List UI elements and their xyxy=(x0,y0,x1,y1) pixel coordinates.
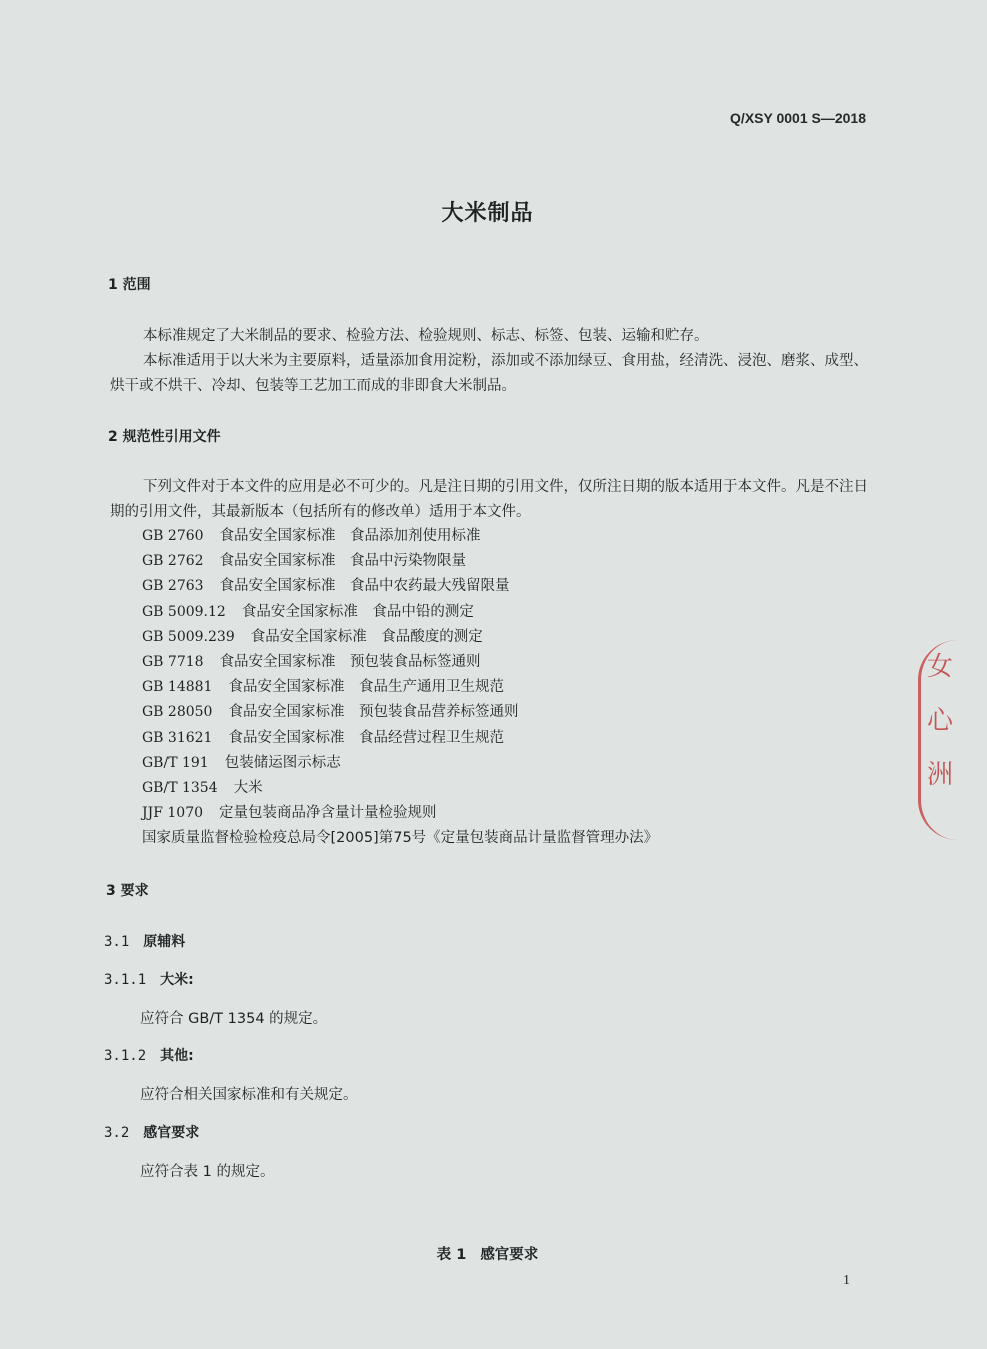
reference-title: 包装储运图示标志 xyxy=(224,754,341,771)
reference-item xyxy=(142,524,658,549)
reference-title: 食品安全国家标准 食品添加剂使用标准 xyxy=(219,528,481,544)
reference-code: JJF 1070 xyxy=(142,805,204,822)
section-number: 3.2 xyxy=(104,1125,130,1141)
reference-title: 大米 xyxy=(233,779,263,796)
reference-item xyxy=(142,700,658,725)
reference-item xyxy=(142,675,658,700)
reference-code: GB 7718 xyxy=(142,653,204,670)
section-3-2-text: 应符合表 1 的规定。 xyxy=(140,1164,275,1180)
section-2-intro: 下列文件对于本文件的应用是必不可少的。凡是注日期的引用文件，仅所注日期的版本适用于本文件。凡是不注日期的引用文件，其最新版本（包括所有的修改单）适用于本文件。 xyxy=(110,479,868,520)
reference-code: GB 2763 xyxy=(142,578,204,595)
reference-item xyxy=(142,726,658,751)
reference-code: GB/T 191 xyxy=(142,754,209,771)
reference-item xyxy=(142,776,658,801)
stamp-char: 女 xyxy=(927,652,954,682)
reference-item xyxy=(142,751,658,776)
reference-title: 食品安全国家标准 预包装食品营养标签通则 xyxy=(228,704,519,721)
reference-title: 食品安全国家标准 食品中污染物限量 xyxy=(219,553,467,570)
reference-item xyxy=(142,650,658,675)
section-number: 3.1.1 xyxy=(104,972,147,988)
section-2-heading: 2 规范性引用文件 xyxy=(108,429,221,445)
reference-code: GB 31621 xyxy=(142,729,213,746)
document-title: 大米制品 xyxy=(441,201,534,226)
reference-code: GB 2762 xyxy=(142,553,204,570)
section-1-para-1: 本标准规定了大米制品的要求、检验方法、检验规则、标志、标签、包装、运输和贮存。 xyxy=(143,328,709,344)
section-label: 原辅料 xyxy=(143,934,186,950)
section-label: 大米: xyxy=(160,972,194,988)
stamp-char: 洲 xyxy=(927,760,954,790)
page-number: 1 xyxy=(843,1273,850,1288)
section-number: 3.1.2 xyxy=(104,1048,147,1064)
table-number: 表 1 xyxy=(436,1247,467,1263)
section-3-heading: 3 要求 xyxy=(106,883,149,899)
reference-code: GB 14881 xyxy=(142,679,213,696)
reference-code: GB 5009.12 xyxy=(142,603,226,620)
reference-title: 食品安全国家标准 食品酸度的测定 xyxy=(250,628,483,645)
reference-code: GB 2760 xyxy=(142,528,204,544)
reference-item xyxy=(142,801,658,826)
reference-title: 国家质量监督检验检疫总局令[2005]第75号《定量包装商品计量监督管理办法》 xyxy=(142,830,659,847)
reference-item xyxy=(142,625,658,650)
section-3-1-2-text: 应符合相关国家标准和有关规定。 xyxy=(140,1087,358,1103)
section-3-2-heading xyxy=(104,1122,199,1142)
stamp-char: 心 xyxy=(927,706,954,736)
reference-title: 食品安全国家标准 食品生产通用卫生规范 xyxy=(228,679,504,696)
reference-title: 食品安全国家标准 食品经营过程卫生规范 xyxy=(228,729,504,746)
reference-code: GB/T 1354 xyxy=(142,779,218,796)
table-1-caption xyxy=(0,1243,975,1264)
section-label: 其他: xyxy=(160,1048,194,1064)
section-3-1-2-heading xyxy=(104,1045,194,1065)
reference-code: GB 5009.239 xyxy=(142,628,235,645)
section-1-heading: 1 范围 xyxy=(108,277,151,293)
reference-item xyxy=(142,826,658,851)
reference-title: 食品安全国家标准 食品中农药最大残留限量 xyxy=(219,578,510,595)
standard-number: Q/XSY 0001 S—2018 xyxy=(730,110,866,126)
reference-title: 定量包装商品净含量计量检验规则 xyxy=(219,805,437,822)
section-number: 3.1 xyxy=(104,934,130,950)
section-3-1-heading xyxy=(104,931,185,951)
reference-list xyxy=(142,524,658,851)
reference-title: 食品安全国家标准 预包装食品标签通则 xyxy=(219,653,481,670)
reference-item xyxy=(142,574,658,599)
red-seal-stamp xyxy=(918,640,987,840)
section-3-1-1-text: 应符合 GB/T 1354 的规定。 xyxy=(140,1011,328,1027)
section-3-1-1-heading xyxy=(104,969,194,989)
reference-code: GB 28050 xyxy=(142,704,213,721)
section-1-para-2: 本标准适用于以大米为主要原料，适量添加食用淀粉，添加或不添加绿豆、食用盐，经清洗、浸泡、磨浆、成型、烘干或不烘干、冷却、包装等工艺加工而成的非即食大米制品。 xyxy=(110,353,868,394)
reference-item xyxy=(142,549,658,574)
table-title: 感官要求 xyxy=(480,1247,539,1263)
reference-item xyxy=(142,600,658,625)
section-label: 感官要求 xyxy=(143,1125,200,1141)
reference-title: 食品安全国家标准 食品中铅的测定 xyxy=(241,603,474,620)
